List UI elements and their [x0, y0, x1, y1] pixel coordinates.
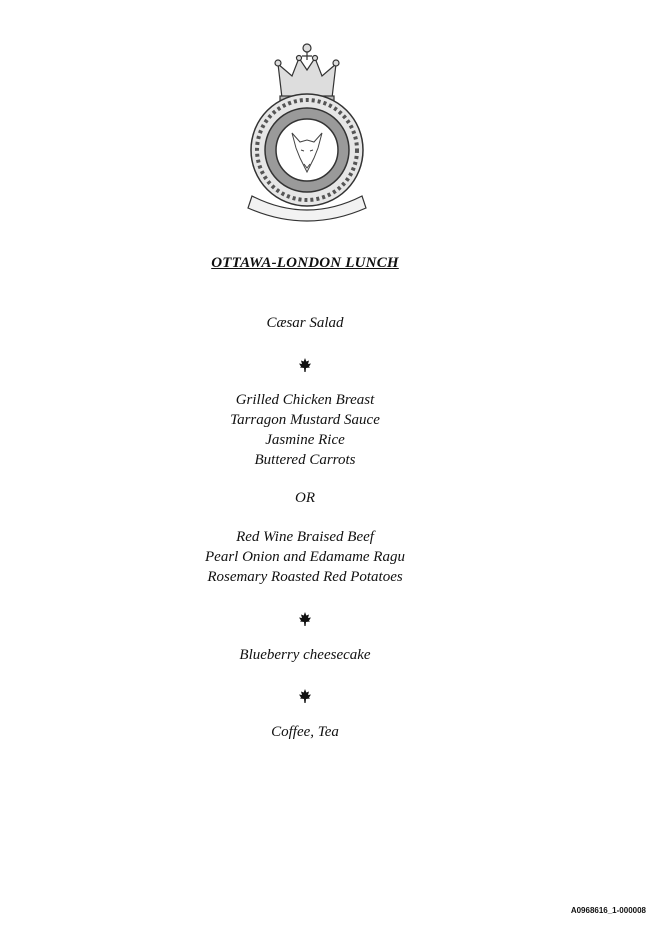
- or-label: OR: [295, 490, 315, 506]
- menu-item: Grilled Chicken Breast: [235, 392, 375, 408]
- menu-item: Rosemary Roasted Red Potatoes: [207, 569, 403, 585]
- menu-item: Blueberry cheesecake: [239, 647, 371, 663]
- menu-item: Coffee, Tea: [271, 724, 339, 740]
- menu-item: Buttered Carrots: [254, 452, 356, 468]
- menu-title: OTTAWA-LONDON LUNCH: [211, 255, 399, 271]
- menu-item: Red Wine Braised Beef: [236, 529, 374, 545]
- menu-item: Jasmine Rice: [265, 432, 345, 448]
- maple-leaf-icon: [297, 688, 313, 704]
- menu-item: Pearl Onion and Edamame Ragu: [205, 549, 405, 565]
- document-id: A0968616_1-000008: [570, 906, 646, 915]
- menu-item: Tarragon Mustard Sauce: [230, 412, 380, 428]
- maple-leaf-icon: [297, 357, 313, 373]
- maple-leaf-icon: [297, 611, 313, 627]
- menu-item: Cæsar Salad: [266, 315, 344, 331]
- squadron-crest-logo: [242, 38, 372, 224]
